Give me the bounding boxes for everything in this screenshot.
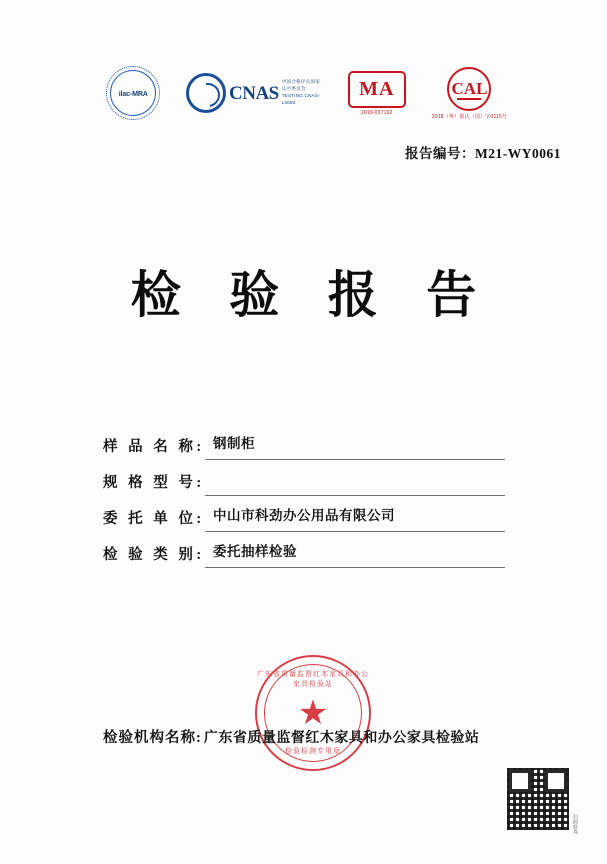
field-value-sample-name: 钢制柜 [213, 436, 255, 451]
field-row-client [103, 496, 505, 532]
organization-value: 广东省质量监督红木家具和办公家具检验站 [203, 731, 480, 746]
field-row-inspection-type [103, 532, 505, 568]
organization-label: 检验机构名称: [103, 730, 202, 746]
page-title: 检 验 报 告 [130, 267, 495, 323]
cnas-logo-subtext: 中国合格评定国家认可委员会 TESTING CNAS-L3084 [281, 79, 321, 105]
seal-top-text: 广东省质量监督红木家具和办公家具检验站 [257, 670, 369, 688]
ma-logo-text: MA [348, 71, 406, 108]
ma-logo-icon [348, 71, 406, 116]
field-input-inspection-type[interactable] [205, 543, 505, 568]
cnas-mark-icon [186, 73, 226, 113]
ma-logo-code: 2019-037192 [360, 109, 393, 116]
field-input-sample-name[interactable] [205, 435, 505, 460]
organization-line [103, 726, 523, 747]
cal-logo-code: 2018（粤）量认（国）字0115号 [431, 113, 508, 120]
official-seal [255, 655, 371, 771]
cal-logo-icon [432, 67, 507, 120]
accreditation-logo-row [106, 62, 506, 124]
field-label-inspection-type: 检 验 类 别: [103, 547, 205, 563]
seal-bottom-text: 检验检测专用章 [285, 747, 341, 755]
field-row-model [103, 460, 505, 496]
field-value-inspection-type: 委托抽样检验 [213, 544, 297, 559]
report-fields [103, 424, 505, 568]
qr-code-side-label: 扫码验真 [572, 814, 578, 834]
cnas-logo-icon [186, 73, 322, 113]
report-number-value: M21-WY0061 [475, 146, 561, 161]
field-input-client[interactable] [205, 507, 505, 532]
field-value-client: 中山市科劲办公用品有限公司 [213, 508, 395, 523]
field-input-model[interactable] [205, 471, 505, 496]
field-label-client: 委 托 单 位: [103, 511, 205, 527]
cal-logo-text: CAL [447, 67, 491, 111]
field-label-model: 规 格 型 号: [103, 475, 205, 491]
field-row-sample-name [103, 424, 505, 460]
qr-code[interactable] [507, 768, 569, 830]
ilac-mra-logo-icon [106, 66, 160, 120]
cnas-logo-text: CNAS [229, 82, 279, 104]
seal-star-icon: ★ [297, 694, 329, 732]
report-number [405, 142, 561, 162]
field-label-sample-name: 样 品 名 称: [103, 439, 205, 455]
report-number-label: 报告编号： [405, 146, 475, 161]
ilac-mra-logo-text: ilac-MRA [118, 88, 148, 98]
